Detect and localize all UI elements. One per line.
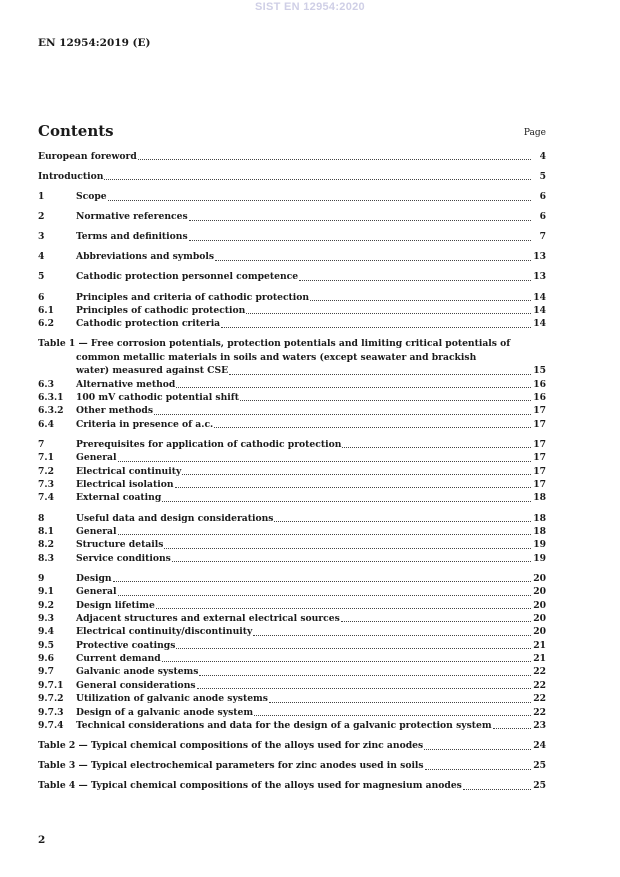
toc-entry-page: 6 [539, 211, 546, 223]
toc-entry[interactable] [38, 465, 546, 478]
toc-entry-page: 13 [533, 271, 546, 283]
toc-table-page: 25 [533, 760, 546, 772]
toc-entry-number: 9.3 [38, 612, 54, 624]
toc-table-1-entry[interactable] [38, 337, 546, 377]
dot-leader [113, 580, 531, 582]
toc-entry-page: 17 [533, 465, 546, 477]
toc-entry[interactable] [38, 190, 546, 203]
toc-entry-title: Criteria in presence of a.c. [76, 418, 214, 430]
toc-entry-page: 18 [533, 525, 546, 537]
toc-entry-title: Other methods [76, 405, 154, 417]
toc-entry-page: 20 [533, 586, 546, 598]
table-of-contents [38, 150, 546, 793]
toc-entry[interactable] [38, 652, 546, 665]
toc-entry-number: 6.2 [38, 318, 54, 330]
toc-entry-number: 2 [38, 211, 45, 223]
toc-table-title: Table 4 — Typical chemical compositions of the alloys used for magnesium anodes [38, 780, 462, 792]
toc-entry[interactable] [38, 552, 546, 565]
toc-entry-number: 7 [38, 438, 45, 450]
dot-leader [154, 413, 531, 415]
toc-entry[interactable] [38, 585, 546, 598]
toc-entry[interactable] [38, 250, 546, 263]
toc-entry-number: 7.4 [38, 492, 54, 504]
toc-entry-page: 22 [533, 666, 546, 678]
dot-leader [254, 714, 531, 716]
dot-leader [221, 326, 531, 328]
toc-entry-title: Design of a galvanic anode system [76, 706, 254, 718]
dot-leader [493, 727, 531, 729]
toc-entry-page: 13 [533, 251, 546, 263]
toc-entry-title: Technical considerations and data for the design of a galvanic protection system [76, 720, 492, 732]
toc-entry-page: 21 [533, 653, 546, 665]
toc-entry-number: 9.7.2 [38, 693, 64, 705]
toc-entry-title: 100 mV cathodic potential shift [76, 392, 239, 403]
toc-entry-page: 22 [533, 706, 546, 718]
toc-table-entry[interactable] [38, 739, 546, 752]
toc-entry-title: Introduction [38, 171, 104, 183]
dot-leader [310, 299, 531, 301]
toc-entry[interactable] [38, 478, 546, 491]
toc-entry-page: 19 [533, 539, 546, 551]
toc-entry[interactable] [38, 706, 546, 719]
toc-entry-page: 7 [539, 231, 546, 243]
toc-entry[interactable] [38, 512, 546, 525]
dot-leader [164, 547, 531, 549]
toc-table-title: Table 2 — Typical chemical compositions of the alloys used for zinc anodes [38, 740, 424, 752]
dot-leader [118, 533, 531, 535]
dot-leader [229, 373, 531, 375]
dot-leader [246, 312, 531, 314]
dot-leader [274, 520, 531, 522]
toc-entry[interactable] [38, 304, 546, 317]
toc-entry[interactable] [38, 210, 546, 223]
toc-entry-title: Service conditions [76, 552, 171, 564]
toc-entry-number: 1 [38, 191, 45, 203]
toc-entry-number: 9.2 [38, 599, 54, 611]
toc-entry[interactable] [38, 170, 546, 183]
toc-entry[interactable] [38, 451, 546, 464]
toc-entry-title: General [76, 586, 117, 598]
page-column-label: Page [523, 128, 546, 138]
dot-leader [215, 259, 531, 261]
toc-entry-number: 7.3 [38, 479, 54, 491]
toc-entry-title: General considerations [76, 679, 196, 691]
toc-entry-title: Cathodic protection personnel competence [76, 271, 299, 283]
toc-section-a [38, 150, 546, 331]
toc-entry[interactable] [38, 572, 546, 585]
toc-entry-number: 6.3.1 [38, 392, 64, 403]
toc-entry-number: 8.2 [38, 539, 54, 551]
toc-entry[interactable] [38, 438, 546, 451]
toc-entry-title: Structure details [76, 539, 164, 551]
toc-entry-page: 18 [533, 492, 546, 504]
toc-entry-title: Terms and definitions [76, 231, 188, 243]
dot-leader [299, 279, 531, 281]
toc-entry-number: 7.1 [38, 452, 54, 464]
toc-entry[interactable] [38, 665, 546, 678]
dot-leader [240, 399, 531, 401]
toc-tables-list [38, 739, 546, 793]
toc-entry-page: 6 [539, 191, 546, 203]
dot-leader [189, 239, 531, 241]
contents-heading: Contents [38, 122, 114, 140]
toc-entry-title: European foreword [38, 151, 137, 162]
footer-page-number: 2 [38, 834, 46, 846]
toc-entry[interactable] [38, 525, 546, 538]
toc-entry-number: 8.3 [38, 552, 54, 564]
dot-leader [269, 701, 531, 703]
toc-entry-page: 17 [533, 405, 546, 417]
toc-entry-page: 23 [533, 720, 546, 732]
toc-entry-number: 9.7.1 [38, 679, 64, 691]
toc-entry-number: 9 [38, 572, 45, 584]
toc-entry[interactable] [38, 150, 546, 163]
toc-entry[interactable] [38, 317, 546, 330]
toc-entry-page: 17 [533, 418, 546, 430]
toc-entry-number: 6.3 [38, 378, 54, 390]
toc-entry[interactable] [38, 378, 546, 391]
toc-entry-number: 9.6 [38, 653, 54, 665]
toc-entry-title: Normative references [76, 211, 188, 223]
toc-entry[interactable] [38, 404, 546, 417]
toc-entry-page: 19 [533, 552, 546, 564]
dot-leader [156, 607, 531, 609]
toc-entry[interactable] [38, 230, 546, 243]
toc-entry[interactable] [38, 391, 546, 404]
dot-leader [108, 199, 531, 201]
toc-entry-title: Scope [76, 191, 107, 203]
toc-entry-title: Cathodic protection criteria [76, 318, 221, 330]
toc-entry[interactable] [38, 679, 546, 692]
dot-leader [341, 620, 531, 622]
dot-leader [342, 446, 531, 448]
toc-entry-number: 9.5 [38, 639, 54, 651]
dot-leader [253, 634, 531, 636]
toc-entry-page: 20 [533, 599, 546, 611]
toc-entry-page: 20 [533, 626, 546, 638]
toc-table-title: Table 3 — Typical electrochemical parameters for zinc anodes used in soils [38, 760, 424, 772]
toc-entry-number: 3 [38, 231, 45, 243]
toc-entry[interactable] [38, 639, 546, 652]
dot-leader [214, 426, 531, 428]
toc-entry-page: 16 [533, 378, 546, 390]
dot-leader [189, 219, 531, 221]
toc-entry-title: Principles and criteria of cathodic protection [76, 291, 310, 303]
toc-entry-number: 9.7.3 [38, 706, 64, 718]
toc-entry-title: Electrical continuity [76, 465, 182, 477]
toc-entry-number: 6 [38, 291, 45, 303]
toc-entry[interactable] [38, 599, 546, 612]
toc-entry[interactable] [38, 612, 546, 625]
toc-entry-page: 14 [533, 304, 546, 316]
toc-entry[interactable] [38, 538, 546, 551]
dot-leader [162, 500, 531, 502]
toc-section-b [38, 378, 546, 733]
toc-entry-page: 14 [533, 318, 546, 330]
toc-table-1-page: 15 [533, 365, 546, 377]
toc-table-page: 25 [533, 780, 546, 792]
toc-entry-page: 17 [533, 479, 546, 491]
dot-leader [182, 473, 531, 475]
toc-entry-number: 9.1 [38, 586, 54, 598]
toc-entry-title: General [76, 525, 117, 537]
toc-table-entry[interactable] [38, 759, 546, 772]
toc-entry-title: External coating [76, 492, 162, 504]
toc-entry-title: General [76, 452, 117, 464]
toc-entry[interactable] [38, 418, 546, 431]
toc-entry-number: 6.4 [38, 418, 54, 430]
toc-entry-number: 4 [38, 251, 45, 263]
toc-entry-number: 6.1 [38, 304, 54, 316]
toc-entry-title: Adjacent structures and external electrical sources [76, 612, 340, 624]
toc-entry-page: 17 [533, 452, 546, 464]
toc-entry-title: Prerequisites for application of cathodic protection [76, 438, 342, 450]
toc-entry-number: 6.3.2 [38, 405, 64, 417]
toc-entry-title: Design [76, 572, 112, 584]
dot-leader [118, 460, 531, 462]
toc-entry[interactable] [38, 719, 546, 732]
toc-entry-number: 5 [38, 271, 45, 283]
toc-table-entry[interactable] [38, 779, 546, 792]
document-id: EN 12954:2019 (E) [38, 37, 151, 49]
watermark: SIST EN 12954:2020 [255, 1, 365, 13]
toc-entry-number: 8 [38, 512, 45, 524]
toc-entry-page: 17 [533, 438, 546, 450]
toc-entry-page: 16 [533, 392, 546, 403]
toc-entry-page: 14 [533, 291, 546, 303]
toc-entry-title: Alternative method [76, 378, 176, 390]
toc-entry-number: 8.1 [38, 525, 54, 537]
dot-leader [176, 386, 531, 388]
dot-leader [197, 687, 531, 689]
toc-table-1-line-2: common metallic materials in soils and waters (except seawater and brackish [76, 351, 477, 363]
toc-entry-page: 4 [539, 151, 546, 162]
toc-entry-page: 5 [539, 171, 546, 183]
toc-entry-page: 22 [533, 679, 546, 691]
toc-entry-number: 9.7.4 [38, 720, 64, 732]
dot-leader [463, 788, 531, 790]
toc-entry-title: Current demand [76, 653, 161, 665]
toc-entry-title: Galvanic anode systems [76, 666, 199, 678]
toc-entry-title: Principles of cathodic protection [76, 304, 246, 316]
toc-entry-title: Electrical continuity/discontinuity [76, 626, 253, 638]
toc-entry[interactable] [38, 270, 546, 283]
dot-leader [118, 594, 531, 596]
toc-entry-page: 22 [533, 693, 546, 705]
dot-leader [425, 768, 531, 770]
toc-entry-page: 20 [533, 612, 546, 624]
toc-entry-page: 21 [533, 639, 546, 651]
dot-leader [424, 748, 531, 750]
toc-entry-title: Utilization of galvanic anode systems [76, 693, 268, 705]
toc-table-1-line-1: Table 1 — Free corrosion potentials, protection potentials and limiting critical potentials of [38, 338, 511, 350]
dot-leader [138, 158, 531, 160]
toc-entry-page: 18 [533, 512, 546, 524]
toc-entry-number: 7.2 [38, 465, 54, 477]
toc-entry-page: 20 [533, 572, 546, 584]
toc-entry[interactable] [38, 291, 546, 304]
toc-entry-title: Protective coatings [76, 639, 176, 651]
toc-entry[interactable] [38, 692, 546, 705]
toc-entry-number: 9.7 [38, 666, 54, 678]
toc-entry-number: 9.4 [38, 626, 54, 638]
dot-leader [175, 486, 531, 488]
toc-entry[interactable] [38, 625, 546, 638]
toc-entry-title: Electrical isolation [76, 479, 174, 491]
toc-entry-title: Useful data and design considerations [76, 512, 274, 524]
toc-table-page: 24 [533, 740, 546, 752]
dot-leader [162, 660, 531, 662]
dot-leader [199, 674, 531, 676]
toc-entry-title: Design lifetime [76, 599, 155, 611]
toc-table-1-line-3: water) measured against CSE [76, 365, 229, 377]
dot-leader [104, 178, 531, 180]
dot-leader [172, 560, 531, 562]
dot-leader [176, 647, 531, 649]
toc-entry-title: Abbreviations and symbols [76, 251, 215, 263]
toc-entry[interactable] [38, 491, 546, 504]
